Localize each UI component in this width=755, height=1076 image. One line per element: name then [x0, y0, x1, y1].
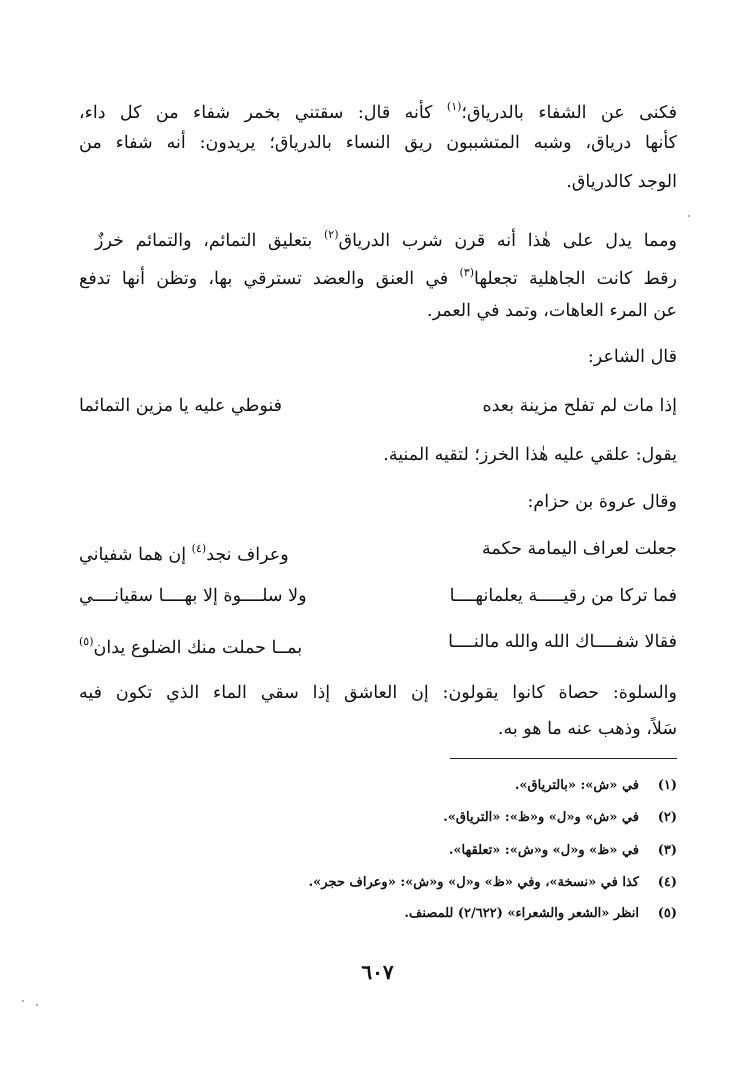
verse-1-comment: يقول: علقي عليه هٰذا الخرز؛ لتقيه المنية. [383, 445, 677, 465]
verse-4-second-hemistich [79, 626, 302, 664]
verse-4 [79, 626, 677, 658]
paragraph2-line3: عن المرء العاهات، وتمد في العمر. [427, 301, 677, 321]
footnote-text: في «ش» و«ل» و«ظ»: «الترياق». [443, 810, 639, 825]
verse-3-second-hemistich: ولا سلــــوة إلا بهــــا سقيانــــي [79, 586, 307, 606]
paragraph1-line1 [79, 92, 677, 128]
verse-4-first-hemistich: فقالا شفــــاك الله والله مالنــــا [448, 632, 677, 652]
paragraph2-line1 [95, 220, 677, 256]
scan-speck [22, 1000, 24, 1002]
footnote-text: انظر «الشعر والشعراء» (٢/٦٢٢) للمصنف. [404, 906, 639, 921]
footnote-separator [450, 758, 677, 759]
text-run: رقط كانت الجاهلية تجعلها [474, 269, 677, 289]
footnote-text: كذا في «نسخة»، وفي «ظ» و«ل» و«ش»: «وعراف حجر». [308, 875, 639, 890]
scan-speck [36, 1004, 38, 1006]
footnote-3 [77, 841, 677, 861]
footnote-number: (١) [657, 778, 677, 793]
footnote-ref-2: (٢) [324, 228, 339, 241]
text-run: في العنق والعضد تسترقي بها، وتظن أنها تدفع [79, 269, 460, 289]
text-run: فكنى عن الشفاء بالدرياق؛ [461, 103, 677, 123]
footnote-ref-4: (٤) [191, 542, 207, 555]
footnote-ref-1: (١) [446, 100, 462, 113]
verse-3-first-hemistich: فما تركا من رقيـــــة يعلمانهــــا [449, 586, 677, 606]
footnote-number: (٣) [657, 843, 677, 858]
page-number: ٦٠٧ [361, 960, 394, 984]
footnote-number: (٢) [657, 810, 677, 825]
footnote-5 [77, 904, 677, 924]
paragraph3-line1: والسلوة: حصاة كانوا يقولون: إن العاشق إذا سقي الماء الذي تكون فيه [79, 683, 677, 703]
footnote-number: (٤) [657, 875, 677, 890]
text-run: وعراف نجد [206, 545, 289, 565]
footnote-number: (٥) [657, 906, 677, 921]
text-run: كأنه قال: سقتني بخمر شفاء من كل داء، [79, 103, 447, 123]
verse-3 [79, 580, 677, 612]
footnote-ref-5: (٥) [79, 635, 94, 648]
footnote-ref-3: (٣) [459, 266, 474, 279]
verse-1 [79, 390, 677, 422]
footnote-2 [77, 808, 677, 828]
verse-1-first-hemistich: إذا مات لم تفلح مزينة بعده [482, 396, 677, 416]
text-run: إن هما شفياني [79, 545, 192, 565]
verse-2 [79, 533, 677, 565]
verse-1-second-hemistich: فنوطي عليه يا مزين التمائما [79, 396, 283, 416]
poet-intro: قال الشاعر: [587, 347, 677, 367]
scan-speck [688, 215, 690, 217]
paragraph1-line3: الوجد كالدرياق. [566, 172, 677, 192]
footnote-text: في «ش»: «بالترياق». [514, 778, 639, 793]
footnote-1 [77, 776, 677, 796]
text-run: ومما يدل على هٰذا أنه قرن شرب الدرياق [338, 231, 677, 251]
text-run: بتعليق التمائم، والتمائم خرزٌ [95, 231, 324, 251]
paragraph3-line2: سَلاً، وذهب عنه ما هو به. [497, 719, 677, 739]
paragraph2-line2 [79, 258, 677, 294]
footnote-text: في «ظ» و«ل» و«ش»: «تعلقها». [448, 843, 639, 858]
paragraph1-line2: كأنها درياق، وشبه المتشببون ريق النساء بالدرياق؛ يريدون: أنه شفاء من [79, 133, 677, 153]
verse-2-first-hemistich: جعلت لعراف اليمامة حكمة [481, 539, 677, 559]
verse-2-second-hemistich [79, 533, 289, 571]
urwa-intro: وقال عروة بن حزام: [527, 492, 677, 512]
text-run: بمــا حملت منك الضلوع يدان [93, 638, 303, 658]
footnote-4 [77, 873, 677, 893]
